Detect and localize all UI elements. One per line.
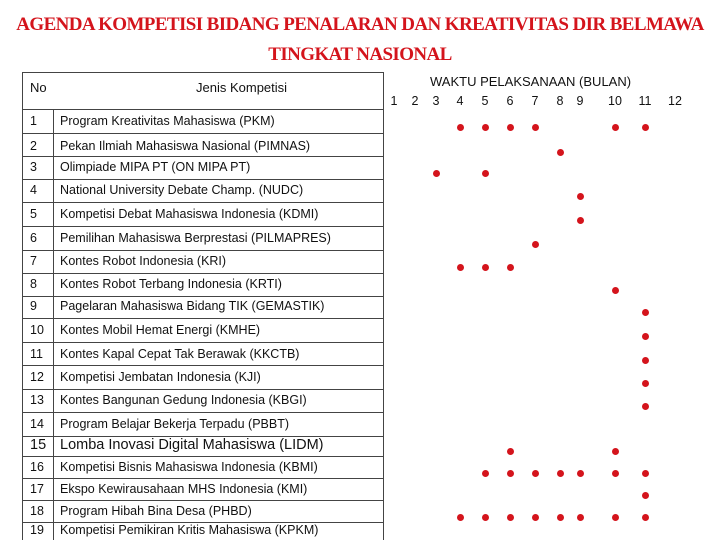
row-number: 5 bbox=[30, 207, 37, 221]
schedule-dot bbox=[457, 264, 464, 271]
row-number: 15 bbox=[30, 437, 47, 453]
row-number: 10 bbox=[30, 323, 44, 337]
schedule-dot bbox=[482, 124, 489, 131]
schedule-dot bbox=[612, 448, 619, 455]
row-divider bbox=[22, 202, 384, 203]
schedule-dot bbox=[642, 492, 649, 499]
month-label-2: 2 bbox=[411, 94, 419, 108]
row-divider bbox=[22, 478, 384, 479]
schedule-dot bbox=[532, 470, 539, 477]
schedule-dot bbox=[557, 470, 564, 477]
schedule-dot bbox=[612, 470, 619, 477]
schedule-dot bbox=[612, 514, 619, 521]
competition-name: Kompetisi Pemikiran Kritis Mahasiswa (KPKM) bbox=[60, 523, 319, 537]
month-label-6: 6 bbox=[506, 94, 514, 108]
competition-name: Pemilihan Mahasiswa Berprestasi (PILMAPRES) bbox=[60, 231, 331, 245]
schedule-dot bbox=[642, 357, 649, 364]
competition-name: Lomba Inovasi Digital Mahasiswa (LIDM) bbox=[60, 437, 324, 453]
row-divider bbox=[22, 156, 384, 157]
schedule-dot bbox=[642, 124, 649, 131]
row-number: 13 bbox=[30, 393, 44, 407]
row-divider bbox=[22, 365, 384, 366]
schedule-dot bbox=[642, 403, 649, 410]
competition-name: Kontes Kapal Cepat Tak Berawak (KKCTB) bbox=[60, 347, 300, 361]
schedule-dot bbox=[557, 514, 564, 521]
competition-name: Kompetisi Jembatan Indonesia (KJI) bbox=[60, 370, 261, 384]
row-divider bbox=[22, 296, 384, 297]
schedule-dot bbox=[507, 448, 514, 455]
row-divider bbox=[22, 342, 384, 343]
schedule-dot bbox=[532, 514, 539, 521]
competition-name: Kontes Robot Terbang Indonesia (KRTI) bbox=[60, 277, 282, 291]
header-jenis-kompetisi: Jenis Kompetisi bbox=[196, 80, 288, 95]
competition-name: National University Debate Champ. (NUDC) bbox=[60, 183, 304, 197]
schedule-dot bbox=[642, 514, 649, 521]
competition-name: Kompetisi Bisnis Mahasiswa Indonesia (KBMI) bbox=[60, 460, 318, 474]
schedule-dot bbox=[557, 149, 564, 156]
row-divider bbox=[22, 456, 384, 457]
row-number: 14 bbox=[30, 417, 44, 431]
competition-name: Program Belajar Bekerja Terpadu (PBBT) bbox=[60, 417, 290, 431]
schedule-dot bbox=[577, 193, 584, 200]
schedule-dot bbox=[482, 470, 489, 477]
schedule-dot bbox=[507, 264, 514, 271]
month-label-11: 11 bbox=[638, 94, 652, 108]
row-divider bbox=[22, 109, 384, 110]
schedule-dot bbox=[532, 124, 539, 131]
row-number: 17 bbox=[30, 482, 44, 496]
row-number: 11 bbox=[30, 347, 43, 361]
row-number: 12 bbox=[30, 370, 44, 384]
competition-name: Program Hibah Bina Desa (PHBD) bbox=[60, 504, 252, 518]
month-label-1: 1 bbox=[390, 94, 398, 108]
schedule-dot bbox=[642, 470, 649, 477]
month-label-9: 9 bbox=[576, 94, 584, 108]
month-label-7: 7 bbox=[531, 94, 539, 108]
row-number: 8 bbox=[30, 277, 37, 291]
schedule-dot bbox=[612, 124, 619, 131]
row-divider bbox=[22, 179, 384, 180]
schedule-dot bbox=[532, 241, 539, 248]
competition-name: Kontes Robot Indonesia (KRI) bbox=[60, 254, 227, 268]
title-line-2: TINGKAT NASIONAL bbox=[268, 44, 452, 65]
title-line-1: AGENDA KOMPETISI BIDANG PENALARAN DAN KREATIVITAS DIR BELMAWA bbox=[16, 14, 704, 35]
header-no: No bbox=[30, 80, 47, 95]
row-divider bbox=[22, 389, 384, 390]
row-number: 4 bbox=[30, 183, 37, 197]
row-number: 6 bbox=[30, 231, 37, 245]
competition-name: Ekspo Kewirausahaan MHS Indonesia (KMI) bbox=[60, 482, 308, 496]
row-number: 18 bbox=[30, 504, 44, 518]
competition-name: Pekan Ilmiah Mahasiswa Nasional (PIMNAS) bbox=[60, 139, 311, 153]
row-divider bbox=[22, 133, 384, 134]
competition-name: Kontes Mobil Hemat Energi (KMHE) bbox=[60, 323, 261, 337]
row-number: 7 bbox=[30, 254, 37, 268]
schedule-dot bbox=[642, 309, 649, 316]
row-number: 1 bbox=[30, 114, 37, 128]
row-number: 16 bbox=[30, 460, 44, 474]
month-label-4: 4 bbox=[456, 94, 464, 108]
schedule-dot bbox=[577, 514, 584, 521]
competition-name: Olimpiade MIPA PT (ON MIPA PT) bbox=[60, 160, 251, 174]
header-waktu-pelaksanaan: WAKTU PELAKSANAAN (BULAN) bbox=[430, 74, 632, 89]
row-divider bbox=[22, 226, 384, 227]
schedule-dot bbox=[577, 217, 584, 224]
row-divider bbox=[22, 250, 384, 251]
row-number: 9 bbox=[30, 299, 37, 313]
row-divider bbox=[22, 318, 384, 319]
schedule-dot bbox=[433, 170, 440, 177]
competition-name: Pagelaran Mahasiswa Bidang TIK (GEMASTIK) bbox=[60, 299, 325, 313]
row-divider bbox=[22, 273, 384, 274]
row-divider bbox=[22, 412, 384, 413]
schedule-dot bbox=[612, 287, 619, 294]
competition-name: Kompetisi Debat Mahasiswa Indonesia (KDMI) bbox=[60, 207, 319, 221]
schedule-dot bbox=[507, 514, 514, 521]
schedule-dot bbox=[482, 264, 489, 271]
column-divider bbox=[53, 109, 54, 540]
schedule-dot bbox=[482, 170, 489, 177]
schedule-dot bbox=[507, 470, 514, 477]
schedule-dot bbox=[482, 514, 489, 521]
row-number: 3 bbox=[30, 160, 37, 174]
schedule-dot bbox=[457, 514, 464, 521]
row-number: 2 bbox=[30, 139, 37, 153]
month-label-8: 8 bbox=[556, 94, 564, 108]
schedule-dot bbox=[457, 124, 464, 131]
competition-name: Program Kreativitas Mahasiswa (PKM) bbox=[60, 114, 275, 128]
month-label-10: 10 bbox=[608, 94, 622, 108]
row-number: 19 bbox=[30, 523, 44, 537]
row-divider bbox=[22, 500, 384, 501]
month-label-12: 12 bbox=[668, 94, 682, 108]
competition-name: Kontes Bangunan Gedung Indonesia (KBGI) bbox=[60, 393, 307, 407]
schedule-dot bbox=[642, 380, 649, 387]
schedule-dot bbox=[507, 124, 514, 131]
month-label-5: 5 bbox=[481, 94, 489, 108]
schedule-dot bbox=[642, 333, 649, 340]
schedule-dot bbox=[577, 470, 584, 477]
month-label-3: 3 bbox=[432, 94, 440, 108]
